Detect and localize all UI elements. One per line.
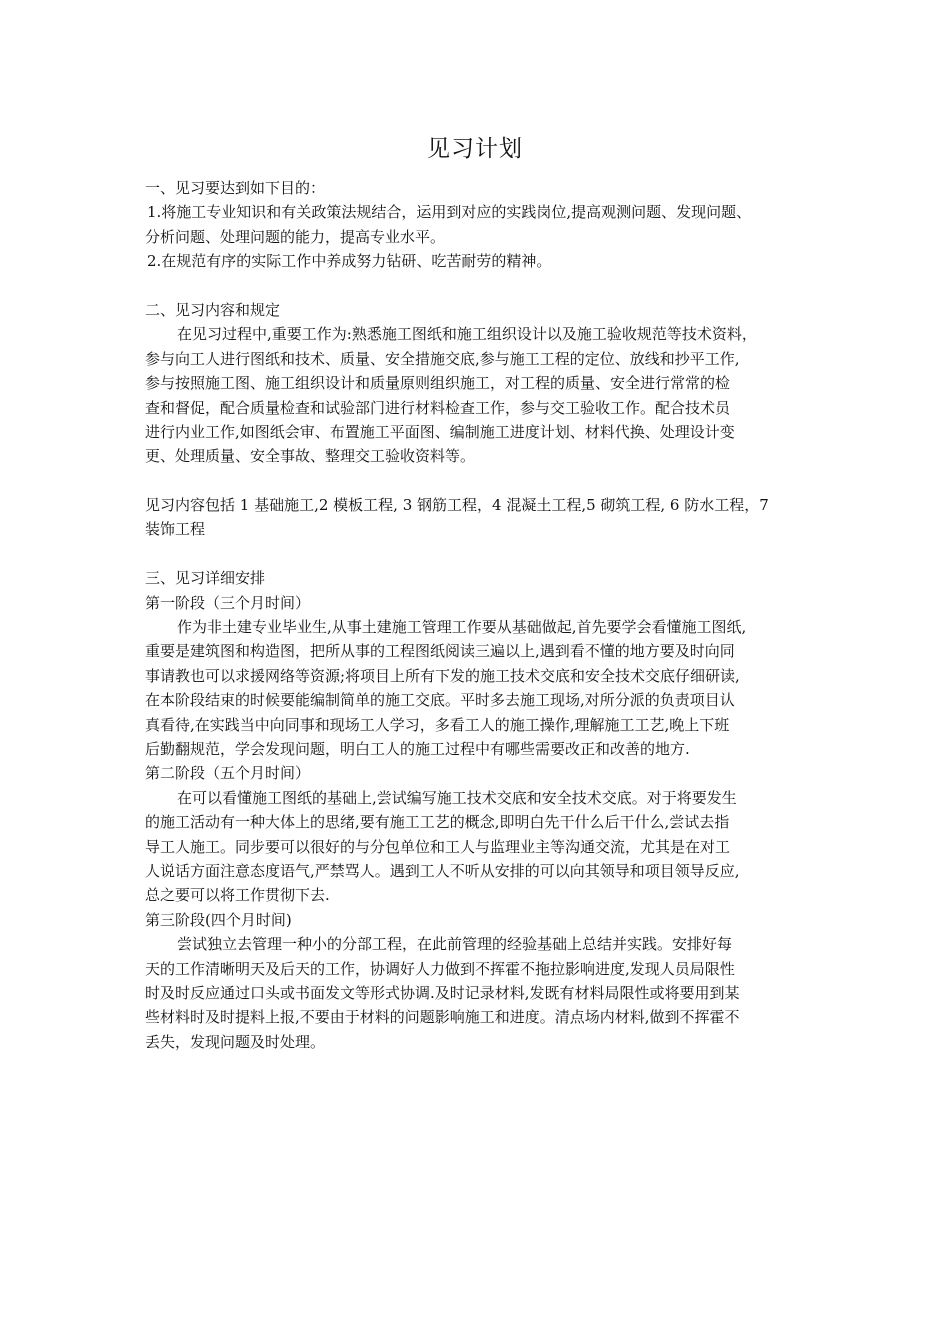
stage2-para-line: 在可以看懂施工图纸的基础上,尝试编写施工技术交底和安全技术交底。对于将要发生 <box>177 788 737 807</box>
section1-item1-line: 1.将施工专业知识和有关政策法规结合，运用到对应的实践岗位,提高观测问题、发现问题、 <box>147 203 752 222</box>
stage3-para-line: 天的工作清晰明天及后天的工作，协调好人力做到不挥霍不拖拉影响进度,发现人员局限性 <box>145 959 735 978</box>
stage2-para-line: 总之要可以将工作贯彻下去. <box>145 886 330 905</box>
stage2-para-line: 的施工活动有一种大体上的思绪,要有施工工艺的概念,即明白先干什么后干什么,尝试去指 <box>145 813 730 832</box>
section2-para-line: 进行内业工作,如图纸会审、布置施工平面图、编制施工进度计划、材料代换、处理设计变 <box>145 422 735 441</box>
stage1-heading: 第一阶段（三个月时间） <box>145 593 311 612</box>
section2-content-line: 见习内容包括 1 基础施工,2 模板工程, 3 钢筋工程，4 混凝土工程,5 砌筑工程, 6 防水工程，7 <box>145 496 769 515</box>
stage1-para-line: 在本阶段结束的时候要能编制简单的施工交底。平时多去施工现场,对所分派的负责项目认 <box>145 691 735 710</box>
stage2-para-line: 人说话方面注意态度语气,严禁骂人。遇到工人不听从安排的可以向其领导和项目领导反应, <box>145 861 740 880</box>
stage3-para-line: 丢失，发现问题及时处理。 <box>145 1032 326 1051</box>
stage2-para-line: 导工人施工。同步要可以很好的与分包单位和工人与监理业主等沟通交流，尤其是在对工 <box>145 837 731 856</box>
stage3-para-line: 时及时反应通过口头或书面发文等形式协调.及时记录材料,发既有材料局限性或将要用到某 <box>145 983 740 1002</box>
stage3-heading: 第三阶段(四个月时间) <box>145 910 292 929</box>
stage1-para-line: 真看待,在实践当中向同事和现场工人学习，多看工人的施工操作,理解施工工艺,晚上下班 <box>145 715 730 734</box>
section2-heading: 二、见习内容和规定 <box>145 300 281 319</box>
section2-content-line: 装饰工程 <box>145 520 206 539</box>
stage1-para-line: 事请教也可以求援网络等资源;将项目上所有下发的施工技术交底和安全技术交底仔细研读, <box>145 666 740 685</box>
section1-item2: 2.在规范有序的实际工作中养成努力钻研、吃苦耐劳的精神。 <box>147 252 552 271</box>
document-title: 见习计划 <box>427 136 523 162</box>
document-body <box>145 176 813 1054</box>
section2-para-line: 在见习过程中,重要工作为:熟悉施工图纸和施工组织设计以及施工验收规范等技术资料， <box>177 325 757 344</box>
section2-para-line: 更、处理质量、安全事故、整理交工验收资料等。 <box>145 447 476 466</box>
blank-line <box>145 542 813 566</box>
section2-para-line: 参与按照施工图、施工组织设计和质量原则组织施工，对工程的质量、安全进行常常的检 <box>145 374 731 393</box>
blank-line <box>145 469 813 493</box>
stage1-para-line: 重要是建筑图和构造图，把所从事的工程图纸阅读三遍以上,遇到看不懂的地方要及时向同 <box>145 642 735 661</box>
stage1-para-line: 作为非土建专业毕业生,从事土建施工管理工作要从基础做起,首先要学会看懂施工图纸, <box>177 618 747 637</box>
section2-para-line: 参与向工人进行图纸和技术、质量、安全措施交底,参与施工工程的定位、放线和抄平工作, <box>145 349 740 368</box>
stage2-heading: 第二阶段（五个月时间） <box>145 764 311 783</box>
blank-line <box>145 274 813 298</box>
stage3-para-line: 尝试独立去管理一种小的分部工程，在此前管理的经验基础上总结并实践。安排好每 <box>177 935 733 954</box>
stage1-para-line: 后勤翻规范，学会发现问题，明白工人的施工过程中有哪些需要改正和改善的地方. <box>145 739 690 758</box>
section1-item1-line: 分析问题、处理问题的能力，提高专业水平。 <box>145 227 446 246</box>
section3-heading: 三、见习详细安排 <box>145 569 266 588</box>
section1-heading: 一、见习要达到如下目的： <box>145 179 326 197</box>
section2-para-line: 查和督促，配合质量检查和试验部门进行材料检查工作，参与交工验收工作。配合技术员 <box>145 398 731 417</box>
stage3-para-line: 些材料时及时提料上报,不要由于材料的问题影响施工和进度。清点场内材料,做到不挥霍不 <box>145 1008 740 1027</box>
